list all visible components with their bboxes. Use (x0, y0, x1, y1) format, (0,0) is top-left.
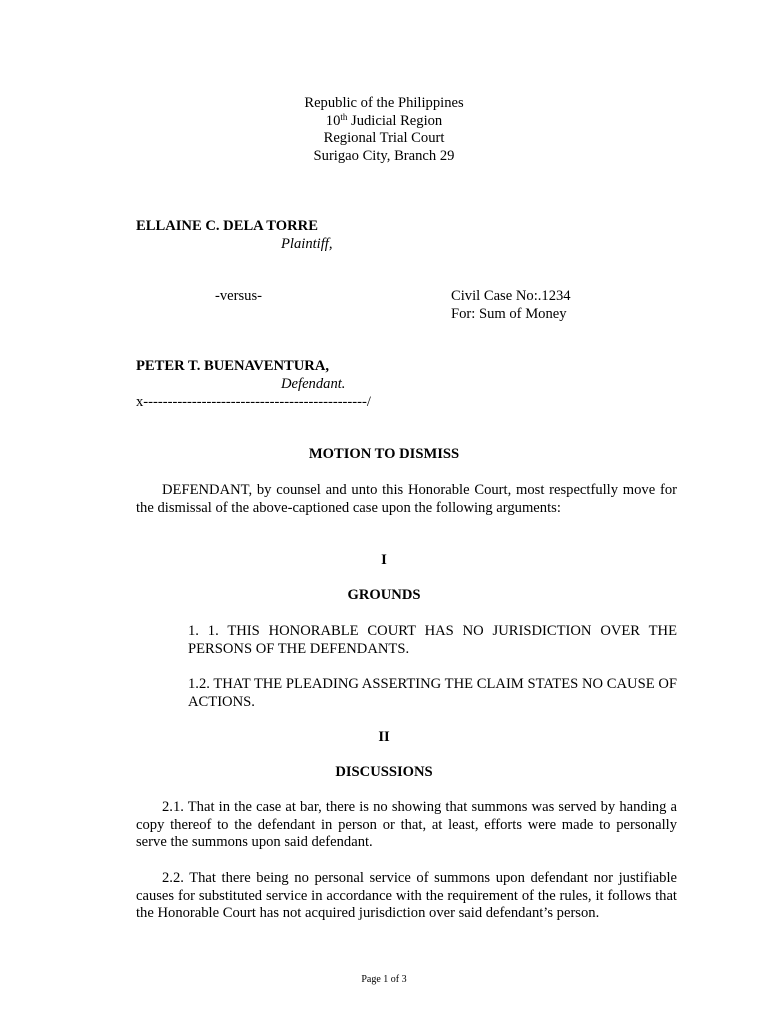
case-nature: For: Sum of Money (451, 306, 567, 322)
header-judicial-region: 10th Judicial Region (325, 111, 443, 129)
section-numeral-2: II (378, 729, 390, 745)
court-header (234, 95, 534, 165)
plaintiff-name: ELLAINE C. DELA TORRE (136, 218, 318, 234)
header-court: Regional Trial Court (323, 130, 445, 147)
header-republic: Republic of the Philippines (304, 95, 464, 111)
civil-case-number: Civil Case No:.1234 (451, 288, 571, 304)
ground-item-1: 1. 1. THIS HONORABLE COURT HAS NO JURISDICTION OVER THE PERSONS OF THE DEFENDANTS. (188, 623, 677, 657)
section-numeral-1: I (381, 552, 387, 568)
discussion-paragraph-2: 2.2. That there being no personal service of summons upon defendant nor justifiable causes for substituted service in accordance with the requirement of the rules, it follows that the Honorable Court has not acquired jurisdiction over said defendant’s person. (136, 870, 677, 922)
discussion-paragraph-1: 2.1. That in the case at bar, there is no showing that summons was served by handing a copy thereof to the defendant in person or that, at least, efforts were made to personally serve the summons upon said defendant. (136, 799, 677, 851)
versus: -versus- (215, 288, 263, 304)
plaintiff-label: Plaintiff, (281, 236, 333, 252)
section-heading-discussions: DISCUSSIONS (335, 764, 433, 780)
defendant-name: PETER T. BUENAVENTURA, (136, 358, 330, 374)
section-heading-grounds: GROUNDS (347, 587, 421, 603)
caption-separator: x----------------------------------------------/ (136, 394, 371, 410)
page-number: Page 1 of 3 (361, 974, 407, 985)
defendant-label: Defendant. (281, 376, 346, 392)
motion-title: MOTION TO DISMISS (308, 446, 460, 462)
intro-paragraph: DEFENDANT, by counsel and unto this Honorable Court, most respectfully move for the dismissal of the above-captioned case upon the following arguments: (136, 482, 677, 516)
header-branch: Surigao City, Branch 29 (313, 147, 455, 164)
ground-item-2: 1.2. THAT THE PLEADING ASSERTING THE CLAIM STATES NO CAUSE OF ACTIONS. (188, 676, 677, 710)
